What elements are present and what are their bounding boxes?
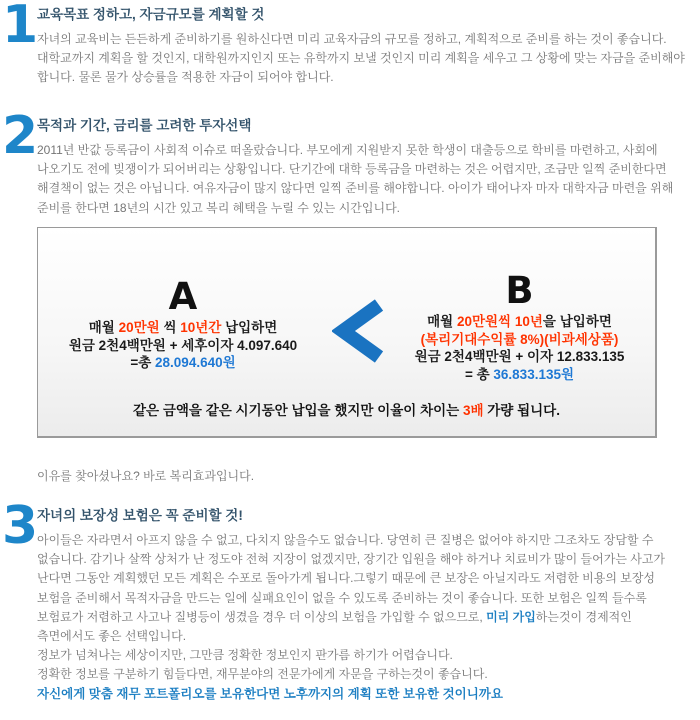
option-b-total: 36.833.135원 [493, 366, 575, 382]
option-a-line1-pre: 매월 [88, 320, 119, 335]
option-b-line2: 원금 2천4백만원 + 이자 12.833.135 [414, 349, 625, 364]
conclusion-post: 가량 됩니다. [483, 403, 560, 418]
section-1-heading: 교육목표 정하고, 자금규모를 계획할 것 [37, 7, 265, 22]
section-2-body: 2011년 반값 등록금이 사회적 이슈로 떠올랐습니다. 부모에게 지원받지 못한 학생이 대출등으로 학비를 마련하고, 사회에 나오기도 전에 빚쟁이가 되어버리는 상황입니다. 단기간에 대학 등록금을 마련하는 것은 어렵지만, 조금만 일찍 준비한다면 해결책이 없는 것은 아닙니다. 여유자금이 많지 않다면 일찍 준비를 해야합니다. 아이가 태어나자 마자 대학자금 마련을 위해 준비를 한다면 18년의 시간 있고 복리 혜택을 누릴 수 있는 시간입니다. [37, 143, 674, 215]
option-a-total-prefix: =총 [130, 355, 156, 370]
comparison-box [37, 227, 657, 438]
option-a-total: 28.094.640원 [155, 355, 236, 370]
option-a-column [38, 228, 328, 372]
section-3-paragraph-1 [37, 531, 688, 646]
section-number-3: 3 [2, 496, 36, 556]
section-number-1: 1 [2, 0, 36, 55]
section-2-content [37, 114, 688, 218]
section-3-paragraph-2: 정보가 넘쳐나는 세상이지만, 그만큼 정확한 정보인지 판가름 하기가 어렵습니다. [37, 648, 453, 663]
option-b-column [390, 228, 655, 383]
option-b-line1-pre: 매월 [427, 314, 457, 329]
option-b-line1-post: 을 납입하면 [542, 314, 612, 329]
section-number-2: 2 [2, 106, 36, 166]
section-1-content [37, 3, 688, 88]
comparison-conclusion [38, 399, 655, 419]
option-a-term: 10년간 [180, 320, 222, 335]
section-insurance [0, 496, 700, 704]
paragraph-1-pre: 아이들은 자라면서 아프지 않을 수 없고, 다치지 않을수도 없습니다. 당연히 큰 질병은 없어야 하지만 그조차도 장담할 수 없습니다. 감기나 살짝 상처가 난 정도야 전혀 지장이 없겠지만, 장기간 입원을 해야 하거나 치료비가 많이 들어가는 사고가 난다면 그동안 계획했던 모든 계획은 수포로 돌아가게 됩니다.그렇기 때문에 큰 보장은 아닐지라도 저렴한 비용의 보장성 보험을 준비해서 목적자금을 만드는 일에 실패요인이 없을 수 있도록 준비하는 것이 좋습니다. 또한 보험은 일찍 들수록 보험료가 저렴하고 사고나 질병등이 생겼을 경우 더 이상의 보험을 가입할 수 없으므로, [37, 533, 666, 624]
option-b-note: (복리기대수익률 8%)(비과세상품) [420, 331, 619, 347]
comparison-columns [38, 228, 655, 383]
section-3-content [37, 504, 688, 704]
section-1-body: 자녀의 교육비는 든든하게 준비하기를 원하신다면 미리 교육자금의 규모를 정하고, 계획적으로 준비를 하는 것이 좋습니다. 대학교까지 계획을 할 것인지, 대학원까지인지 또는 유학까지 보낼 것인지 미리 계획을 세우고 그 상황에 맞는 자금을 준비해야 합니다. 물론 물가 상승률을 적용한 자금이 되어야 합니다. [37, 32, 685, 85]
option-b-term: 10년 [514, 314, 543, 329]
section-3-paragraph-3: 정확한 정보를 구분하기 힘들다면, 재무분야의 전문가에게 자문을 구하는것이 좋습니다. [37, 667, 488, 682]
reason-line: 이유를 찾아셨나요? 바로 복리효과입니다. [37, 469, 255, 483]
section-3-heading: 자녀의 보장성 보험은 꼭 준비할 것! [37, 508, 243, 523]
option-a-line2: 원금 2천4백만원 + 세후이자 4.097.640 [68, 337, 298, 353]
section-3-final-line: 자신에게 맞춤 재무 포트폴리오를 보유한다면 노후까지의 계획 또한 보유한 것이니까요 [37, 686, 503, 701]
conclusion-highlight: 3배 [462, 403, 484, 418]
less-than-icon [328, 228, 390, 369]
section-education-goal [0, 0, 700, 88]
paragraph-1-post: 하는것이 경제적인 측면에서도 좋은 선택입니다. [37, 609, 632, 644]
option-a-line1-mid: 씩 [159, 320, 181, 335]
paragraph-1-highlight: 미리 가입 [486, 609, 536, 624]
option-b-total-line [390, 366, 649, 384]
option-a-total-line [38, 354, 328, 372]
option-a-line1 [38, 319, 328, 337]
option-a-line1-post: 납입하면 [221, 320, 278, 335]
option-b-total-prefix: = 총 [464, 366, 494, 382]
option-b-amount: 20만원씩 [456, 314, 512, 329]
option-b-line1 [390, 313, 649, 331]
conclusion-pre: 같은 금액을 같은 시기동안 납입을 했지만 이율이 차이는 [133, 403, 463, 418]
section-2-heading: 목적과 기간, 금리를 고려한 투자선택 [37, 118, 252, 133]
option-a-letter: A [168, 275, 198, 318]
option-b-letter: B [505, 269, 534, 312]
section-investment-choice [0, 106, 700, 218]
option-a-amount: 20만원 [118, 320, 160, 335]
